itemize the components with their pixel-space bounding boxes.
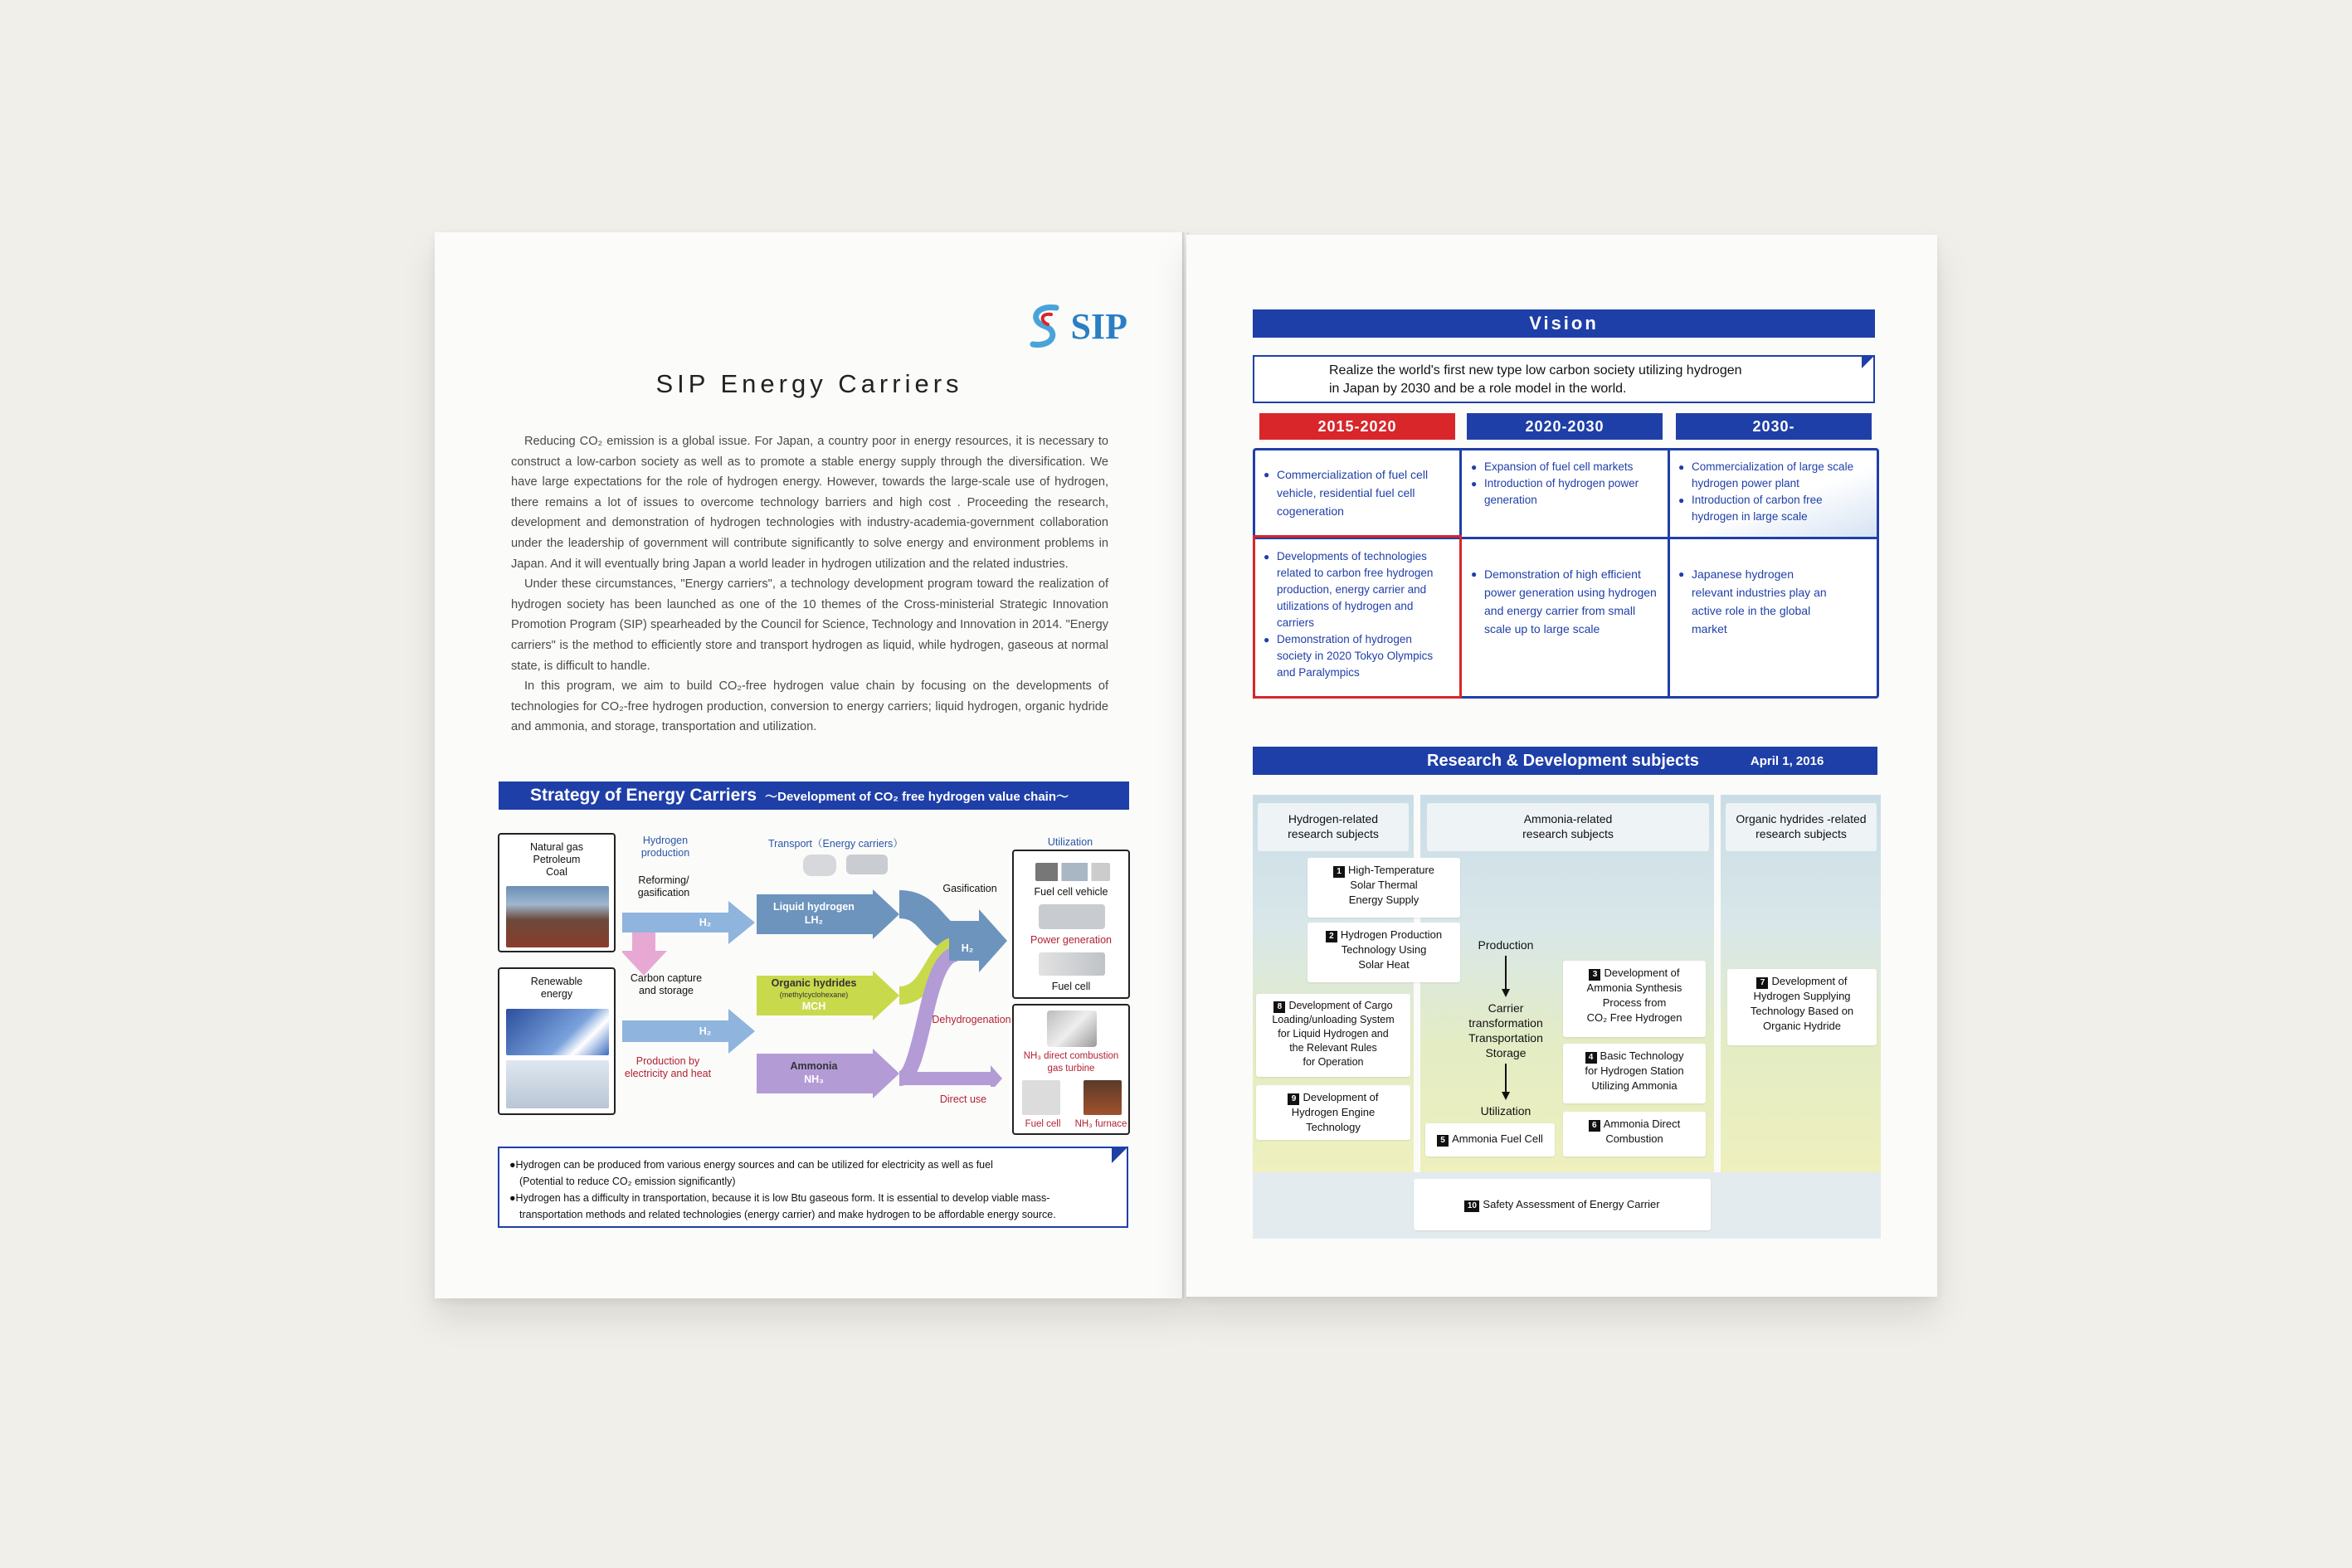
roadmap-item: ● Introduction of carbon free hydrogen in large scale <box>1678 492 1867 525</box>
subject-text: High-Temperature Solar Thermal Energy Supply <box>1347 864 1435 906</box>
corner-fold <box>1112 1147 1128 1163</box>
vision-roadmap-grid <box>1253 448 1879 699</box>
subject-number: 8 <box>1273 1001 1285 1013</box>
subject-2 <box>1307 923 1460 982</box>
fuel-cell-photo <box>1039 952 1105 976</box>
strategy-subtitle: ～Development of CO₂ free hydrogen value chain～ <box>765 789 1069 804</box>
subject-1 <box>1307 858 1460 918</box>
merge-arrows <box>899 888 1007 1087</box>
utilization-label: Utilization <box>1047 836 1093 848</box>
production-by-label: Production by electricity and heat <box>624 1055 712 1079</box>
ammonia-label: Ammonia <box>790 1060 838 1072</box>
reforming-label: Reforming/ gasification <box>637 874 690 898</box>
solar-photo <box>506 1009 609 1055</box>
fuel-cell-label: Fuel cell <box>1051 981 1091 992</box>
hydrogen-column-header: Hydrogen-related research subjects <box>1258 803 1409 851</box>
note-line: ●Hydrogen can be produced from various energy sources and can be utilized for electricity as well as fuel <box>509 1159 993 1171</box>
roadmap-cell <box>1255 542 1458 688</box>
subject-7 <box>1727 969 1877 1045</box>
sip-logo-icon <box>1026 303 1066 349</box>
rd-date: April 1, 2016 <box>1750 753 1824 768</box>
power-plant-photo <box>1039 904 1105 929</box>
subject-number: 1 <box>1333 866 1345 878</box>
subject-9 <box>1256 1085 1410 1140</box>
dehydrogenation-label: Dehydrogenation <box>932 1014 1011 1025</box>
h2-label-merge: H₂ <box>961 942 974 954</box>
transport-label: Transport（Energy carriers） <box>768 838 903 850</box>
brochure-right-page <box>1186 235 1937 1297</box>
utilization-box-bottom <box>1012 1004 1130 1135</box>
subject-number: 2 <box>1326 931 1337 942</box>
corner-fold <box>1862 355 1875 368</box>
subject-number: 5 <box>1437 1135 1449 1147</box>
roadmap-item: ● Commercialization of fuel cell vehicle, residential fuel cell cogeneration <box>1264 465 1449 520</box>
flow-utilization: Utilization <box>1480 1104 1531 1118</box>
windmill-photo <box>506 1060 609 1108</box>
gasification-label: Gasification <box>942 883 997 894</box>
power-generation-label: Power generation <box>1030 934 1112 946</box>
subject-number: 6 <box>1589 1120 1600 1132</box>
flow-arrow-down <box>1500 1064 1512 1100</box>
organic-hydrides-label: Organic hydrides <box>771 977 857 989</box>
subject-number: 3 <box>1589 969 1600 981</box>
roadmap-item: ● Demonstration of high efficient power generation using hydrogen and energy carrier from small scale up to large scale <box>1471 565 1658 638</box>
subject-3 <box>1563 961 1706 1037</box>
roadmap-cell <box>1463 558 1667 645</box>
vision-statement <box>1253 355 1875 403</box>
subject-text: Development of Ammonia Synthesis Process from CO₂ Free Hydrogen <box>1586 967 1682 1024</box>
value-chain-diagram <box>498 830 1132 1129</box>
rd-subjects-header <box>1253 747 1877 775</box>
subject-6 <box>1563 1112 1706 1157</box>
lh2-label: LH₂ <box>804 914 824 926</box>
utilization-box-top <box>1012 850 1130 999</box>
note-line: ●Hydrogen has a difficulty in transportation, because it is low Btu gaseous form. It is essential to develop viable mass- <box>509 1192 1050 1204</box>
roadmap-item: ● Introduction of hydrogen power generation <box>1471 475 1658 509</box>
notes-box <box>498 1147 1128 1228</box>
roadmap-item: ● Japanese hydrogen relevant industries play an active role in the global market <box>1678 565 1828 638</box>
vehicles-photo <box>1035 863 1110 881</box>
subject-number: 9 <box>1288 1093 1299 1105</box>
page-title: SIP Energy Carriers <box>655 369 963 398</box>
rd-title: Research & Development subjects <box>1427 751 1699 770</box>
subject-text: Development of Hydrogen Supplying Technology Based on Organic Hydride <box>1750 975 1854 1032</box>
subject-number: 10 <box>1464 1200 1479 1212</box>
roadmap-item: ● Commercialization of large scale hydrogen power plant <box>1678 459 1867 492</box>
subject-8 <box>1256 994 1410 1077</box>
h2-arrow-top <box>622 901 755 976</box>
roadmap-cell <box>1463 452 1667 515</box>
fuel-cell-vehicle-label: Fuel cell vehicle <box>1034 886 1108 898</box>
liquid-hydrogen-label: Liquid hydrogen <box>773 901 855 913</box>
fuel-cell-label-b: Fuel cell <box>1025 1119 1061 1129</box>
subject-text: Development of Hydrogen Engine Technology <box>1291 1091 1379 1133</box>
subject-number: 4 <box>1585 1052 1597 1064</box>
tanker-photo <box>803 855 836 876</box>
hydrogen-production-label: Hydrogen production <box>640 835 690 859</box>
gas-turbine-photo <box>1047 1010 1097 1047</box>
vision-line: Realize the world's first new type low carbon society utilizing hydrogen <box>1329 363 1742 377</box>
brochure-left-page <box>435 232 1184 1298</box>
subject-text: Hydrogen Production Technology Using Solar Heat <box>1340 928 1443 971</box>
rd-subjects-area <box>1253 795 1881 1210</box>
period-2020-2030: 2020-2030 <box>1467 413 1663 440</box>
roadmap-item: ● Demonstration of hydrogen society in 2020 Tokyo Olympics and Paralympics <box>1264 631 1449 681</box>
period-2030: 2030- <box>1676 413 1872 440</box>
direct-use-label: Direct use <box>939 1093 987 1105</box>
nh3-furnace-label: NH₃ furnace <box>1074 1119 1127 1129</box>
nh3-label: NH₃ <box>804 1074 824 1085</box>
mch-label: MCH <box>801 1001 826 1012</box>
strategy-title: Strategy of Energy Carriers <box>530 786 757 805</box>
sip-logo <box>1026 303 1127 349</box>
vision-header: Vision <box>1253 309 1875 338</box>
period-2015-2020: 2015-2020 <box>1259 413 1455 440</box>
organic-column-header: Organic hydrides -related research subjects <box>1726 803 1877 851</box>
flow-arrow-down <box>1500 956 1512 997</box>
roadmap-cell <box>1670 558 1836 645</box>
flow-production: Production <box>1478 938 1534 952</box>
intro-text <box>511 431 1108 738</box>
vision-line: in Japan by 2030 and be a role model in the world. <box>1329 382 1627 396</box>
roadmap-cell <box>1255 459 1458 527</box>
fuel-cell-unit-photo <box>1022 1080 1060 1115</box>
subject-text: Safety Assessment of Energy Carrier <box>1483 1198 1660 1210</box>
nh3-turbine-label: NH₃ direct combustion gas turbine <box>1023 1051 1119 1074</box>
intro-paragraph: Reducing CO₂ emission is a global issue. For Japan, a country poor in energy resources, it is necessary to construct a low-carbon society as well as to promote a stable energy supply through the diversification. We have large expectations for the role of hydrogen energy. However, towards the large-scale use of hydrogen, there remains a lot of issues to overcome technology barriers and high cost . Proceeding the research, development and demonstration of hydrogen technologies with industry-academia-government collaboration under the leadership of government will contribute significantly to solve energy and environment problems in Japan. And it will eventually bring Japan a world leader in hydrogen utilization and the related industries. <box>511 435 1108 571</box>
fossil-source-box <box>498 833 616 952</box>
carbon-capture-label: Carbon capture and storage <box>630 972 703 996</box>
furnace-photo <box>1083 1080 1122 1115</box>
subject-5 <box>1425 1123 1555 1157</box>
safety-band <box>1253 1172 1881 1239</box>
ammonia-column-header: Ammonia-related research subjects <box>1427 803 1709 851</box>
pipeline-photo <box>506 886 609 947</box>
roadmap-cell <box>1670 452 1876 532</box>
strategy-header <box>499 782 1129 810</box>
subject-text: Development of Cargo Loading/unloading System for Liquid Hydrogen and the Relevant Rules for Operation <box>1272 1000 1395 1068</box>
subject-text: Basic Technology for Hydrogen Station Utilizing Ammonia <box>1585 1049 1684 1092</box>
h2-label-top: H₂ <box>699 917 712 928</box>
roadmap-item: ● Expansion of fuel cell markets <box>1471 459 1658 475</box>
intro-paragraph: In this program, we aim to build CO₂-free hydrogen value chain by focusing on the developments of technologies for CO₂-free hydrogen production, conversion to energy carriers; liquid hydrogen, organic hydride and ammonia, and storage, transportation and utilization. <box>511 679 1108 734</box>
subject-4 <box>1563 1044 1706 1103</box>
roadmap-item: ● Developments of technologies related to carbon free hydrogen production, energy carrier and utilizations of hydrogen and carriers <box>1264 548 1449 631</box>
logo-text: SIP <box>1070 305 1127 347</box>
h2-label-bottom: H₂ <box>699 1025 712 1037</box>
intro-paragraph: Under these circumstances, "Energy carriers", a technology development program toward the realization of hydrogen society has been launched as one of the 10 themes of the Cross-ministerial Strategic Innovation Promotion Program (SIP) spearheaded by the Council for Science, Technology and Innovation in 2014. "Energy carriers" is the method to efficiently store and transport hydrogen as liquid, while hydrogen, gaseous at normal state, is difficult to handle. <box>511 577 1108 673</box>
methylcyclohexane-label: (methylcyclohexane) <box>779 991 849 999</box>
renewable-source-label: Renewable energy <box>530 976 583 1000</box>
fossil-source-label: Natural gas Petroleum Coal <box>530 841 583 878</box>
renewable-source-box <box>498 967 616 1115</box>
note-line: transportation methods and related technologies (energy carrier) and make hydrogen to be affordable energy source. <box>519 1209 1056 1220</box>
subject-text: Ammonia Fuel Cell <box>1452 1132 1543 1145</box>
note-line: (Potential to reduce CO₂ emission significantly) <box>519 1176 736 1187</box>
subject-number: 7 <box>1756 977 1768 989</box>
flow-carrier: Carrier transformation Transportation Storage <box>1468 1001 1543 1059</box>
subject-text: Ammonia Direct Combustion <box>1603 1118 1681 1145</box>
ship-photo <box>846 855 888 874</box>
subject-10 <box>1414 1179 1711 1230</box>
